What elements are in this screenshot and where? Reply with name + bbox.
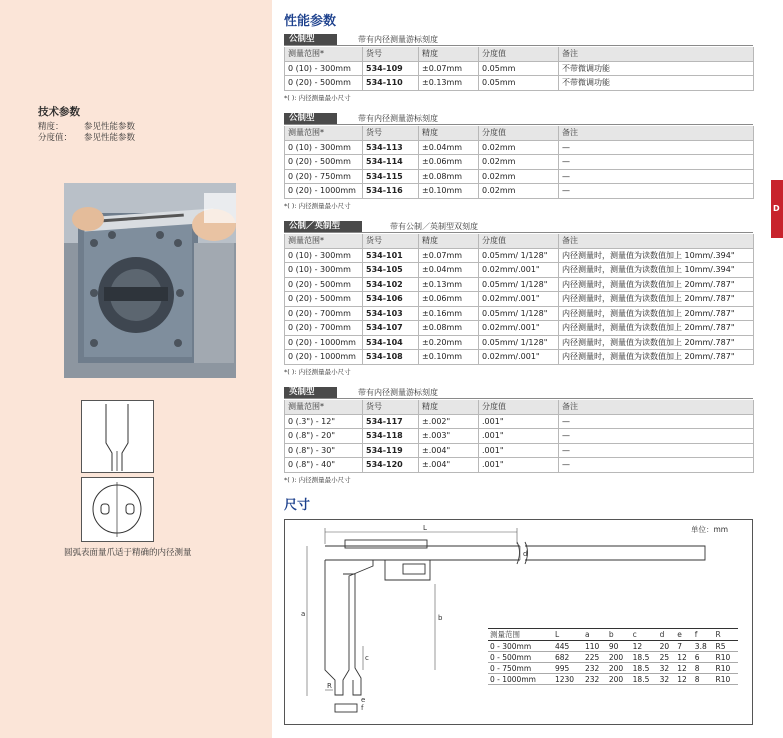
table-cell: ±0.13mm [419,76,479,91]
dim-cell: 18.5 [631,652,658,663]
dimension-drawing [284,519,753,725]
dim-cell: 20 [658,641,676,652]
column-header: 备注 [559,126,754,140]
dim-row [488,674,738,685]
dim-cell: R10 [714,663,738,674]
dim-row [488,663,738,674]
table-cell: 0.02mm/.001" [479,321,559,336]
section-tab-d[interactable]: D [771,180,783,238]
table-cell: — [559,140,754,155]
dim-cell: 200 [607,663,631,674]
table-header-row [285,400,754,414]
dim-cell: 445 [553,641,583,652]
section-label: 公制型 [284,34,337,44]
spec-value: 参见性能参数 [84,133,136,143]
table-row [285,292,754,307]
table-cell: 0 (.8") - 20" [285,429,363,444]
table-cell: 534-104 [363,335,419,350]
column-header: 备注 [559,47,754,61]
table-cell: .001" [479,443,559,458]
dim-label-d: d [523,550,528,558]
section-subtitle: 带有公制／英制型双刻度 [390,222,478,231]
table-cell: 534-107 [363,321,419,336]
table-cell: 0.05mm/ 1/128" [479,335,559,350]
table-cell: 内径测量时，测量值为读数值加上 10mm/.394" [559,263,754,278]
table-cell: — [559,184,754,199]
unit-label: 单位：mm [691,525,729,534]
dim-column-header: b [607,629,631,641]
dim-cell: 12 [675,663,693,674]
table-cell: ±.002" [419,414,479,429]
table-row [285,335,754,350]
column-header: 备注 [559,234,754,248]
section-subtitle: 带有内径测量游标刻度 [358,35,438,44]
dim-cell: 8 [693,663,714,674]
table-cell: ±0.04mm [419,263,479,278]
dim-label-f: f [361,704,364,712]
dim-column-header: a [583,629,607,641]
table-cell: .001" [479,458,559,473]
table-header-row [285,234,754,248]
dim-cell: 0 - 750mm [488,663,553,674]
spec-table [284,400,754,473]
table-cell: 0.02mm [479,155,559,170]
table-row [285,443,754,458]
section-label: 公制／英制型 [284,221,362,231]
table-cell: — [559,169,754,184]
table-cell: 534-110 [363,76,419,91]
table-cell: 534-114 [363,155,419,170]
section-metric-inch [284,221,753,376]
table-note: *( ): 内径测量最小尺寸 [284,367,351,376]
spec-title: 技术参数 [38,106,80,118]
table-cell: — [559,458,754,473]
table-cell: 0 (20) - 500mm [285,277,363,292]
table-cell: 0.02mm/.001" [479,263,559,278]
column-header: 测量范围* [285,234,363,248]
table-cell: 内径测量时，测量值为读数值加上 10mm/.394" [559,248,754,263]
column-header: 测量范围* [285,47,363,61]
table-cell: 0.05mm [479,76,559,91]
section-subtitle: 带有内径测量游标刻度 [358,114,438,123]
caliper-photo-illustration [64,183,236,378]
table-cell: 0 (20) - 500mm [285,292,363,307]
table-cell: 0.02mm [479,169,559,184]
table-cell: — [559,155,754,170]
dim-cell: 32 [658,674,676,685]
spec-key: 精度： [38,122,64,132]
table-cell: 内径测量时，测量值为读数值加上 20mm/.787" [559,335,754,350]
dimension-table [488,628,738,685]
dimensions-title: 尺寸 [284,498,311,513]
table-cell: 不带微调功能 [559,76,754,91]
column-header: 精度 [419,234,479,248]
column-header: 备注 [559,400,754,414]
table-cell: 0 (20) - 500mm [285,76,363,91]
table-cell: ±.004" [419,458,479,473]
table-cell: 0.02mm/.001" [479,292,559,307]
section-rule [284,398,753,399]
table-cell: 534-103 [363,306,419,321]
table-row [285,350,754,365]
table-cell: — [559,443,754,458]
table-note: *( ): 内径测量最小尺寸 [284,201,351,210]
dim-column-header: f [693,629,714,641]
table-cell: 534-118 [363,429,419,444]
table-cell: 534-117 [363,414,419,429]
table-cell: 0.02mm [479,184,559,199]
table-cell: 0 (.8") - 30" [285,443,363,458]
table-note: *( ): 内径测量最小尺寸 [284,475,351,484]
column-header: 货号 [363,234,419,248]
table-cell: ±0.08mm [419,169,479,184]
spec-row-resolution [38,131,135,143]
dim-column-header: R [714,629,738,641]
column-header: 分度值 [479,126,559,140]
table-cell: 0 (.8") - 40" [285,458,363,473]
table-cell: 0 (20) - 1000mm [285,350,363,365]
table-cell: 534-109 [363,61,419,76]
dim-row [488,641,738,652]
table-cell: 0 (20) - 1000mm [285,184,363,199]
section-rule [284,232,753,233]
table-cell: 内径测量时，测量值为读数值加上 20mm/.787" [559,277,754,292]
table-cell: ±0.04mm [419,140,479,155]
dim-cell: R10 [714,652,738,663]
product-photo [64,183,236,378]
table-cell: 534-115 [363,169,419,184]
section-header [284,387,753,400]
table-cell: 内径测量时，测量值为读数值加上 20mm/.787" [559,292,754,307]
jaw-diagram-section [81,477,154,542]
section-header [284,221,753,234]
table-cell: — [559,414,754,429]
table-cell: 0 (10) - 300mm [285,61,363,76]
dim-cell: 0 - 500mm [488,652,553,663]
dim-cell: 225 [583,652,607,663]
table-cell: 534-116 [363,184,419,199]
table-cell: 0 (10) - 300mm [285,248,363,263]
table-cell: ±.004" [419,443,479,458]
table-cell: 534-119 [363,443,419,458]
table-cell: 534-105 [363,263,419,278]
table-row [285,277,754,292]
table-header-row [285,126,754,140]
dim-column-header: 测量范围 [488,629,553,641]
column-header: 精度 [419,126,479,140]
dim-cell: 12 [631,641,658,652]
dim-cell: 6 [693,652,714,663]
table-cell: 0.05mm [479,61,559,76]
spec-table [284,234,754,365]
section-rule [284,45,753,46]
dim-label-c: c [365,654,369,662]
dim-label-b: b [438,614,443,622]
spec-table [284,126,754,199]
table-cell: 0 (20) - 500mm [285,155,363,170]
table-cell: .001" [479,414,559,429]
table-cell: 0 (20) - 700mm [285,321,363,336]
table-cell: ±0.10mm [419,350,479,365]
dim-cell: R10 [714,674,738,685]
dim-cell: 682 [553,652,583,663]
table-cell: 0 (20) - 750mm [285,169,363,184]
table-cell: 内径测量时，测量值为读数值加上 20mm/.787" [559,350,754,365]
column-header: 货号 [363,47,419,61]
dim-label-L: L [423,524,427,532]
table-row [285,61,754,76]
column-header: 精度 [419,400,479,414]
dim-cell: 32 [658,663,676,674]
dim-cell: 200 [607,674,631,685]
section-metric-2 [284,113,753,210]
dim-cell: 25 [658,652,676,663]
table-cell: ±0.07mm [419,61,479,76]
spec-value: 参见性能参数 [84,122,136,132]
table-cell: 534-113 [363,140,419,155]
performance-title: 性能参数 [284,14,337,29]
section-metric-1 [284,34,753,102]
table-cell: 0.02mm/.001" [479,350,559,365]
table-cell: 0 (20) - 1000mm [285,335,363,350]
table-cell: .001" [479,429,559,444]
dim-label-a: a [301,610,306,618]
table-row [285,169,754,184]
dim-cell: 18.5 [631,674,658,685]
dim-cell: 110 [583,641,607,652]
table-cell: 534-120 [363,458,419,473]
dim-cell: 3.8 [693,641,714,652]
table-cell: 0.05mm/ 1/128" [479,306,559,321]
table-cell: 0 (.3") - 12" [285,414,363,429]
dim-cell: 232 [583,663,607,674]
table-cell: ±0.16mm [419,306,479,321]
table-cell: 内径测量时，测量值为读数值加上 20mm/.787" [559,321,754,336]
dim-label-e: e [361,696,366,704]
table-row [285,155,754,170]
table-row [285,140,754,155]
table-cell: 534-101 [363,248,419,263]
table-cell: 不带微调功能 [559,61,754,76]
dim-cell: 0 - 1000mm [488,674,553,685]
section-label: 英制型 [284,387,337,397]
column-header: 测量范围* [285,126,363,140]
spec-key: 分度值： [38,133,73,143]
table-cell: 0 (10) - 300mm [285,263,363,278]
dim-cell: 995 [553,663,583,674]
table-header-row [285,47,754,61]
dim-cell: 18.5 [631,663,658,674]
dim-column-header: d [658,629,676,641]
table-cell: 534-102 [363,277,419,292]
table-cell: ±0.07mm [419,248,479,263]
column-header: 测量范围* [285,400,363,414]
table-cell: 0 (20) - 700mm [285,306,363,321]
dim-column-header: L [553,629,583,641]
dim-cell: 12 [675,674,693,685]
diagram-caption: 圆弧表面量爪适于精确的内径测量 [64,548,192,558]
column-header: 精度 [419,47,479,61]
column-header: 分度值 [479,47,559,61]
dim-label-R: R [327,682,332,690]
dim-cell: 200 [607,652,631,663]
dim-header-row [488,629,738,641]
dim-column-header: c [631,629,658,641]
table-cell: ±0.13mm [419,277,479,292]
spec-table [284,47,754,91]
table-note: *( ): 内径测量最小尺寸 [284,93,351,102]
column-header: 分度值 [479,234,559,248]
table-row [285,458,754,473]
column-header: 分度值 [479,400,559,414]
column-header: 货号 [363,126,419,140]
dim-column-header: e [675,629,693,641]
dim-cell: 12 [675,652,693,663]
table-cell: 534-108 [363,350,419,365]
table-cell: — [559,429,754,444]
section-header [284,34,753,47]
table-cell: ±.003" [419,429,479,444]
dim-row [488,652,738,663]
dim-cell: 1230 [553,674,583,685]
dim-cell: 0 - 300mm [488,641,553,652]
table-row [285,321,754,336]
table-row [285,263,754,278]
table-cell: ±0.20mm [419,335,479,350]
left-panel [0,0,272,738]
table-row [285,414,754,429]
table-cell: 534-106 [363,292,419,307]
dim-cell: 90 [607,641,631,652]
section-rule [284,124,753,125]
dim-cell: 8 [693,674,714,685]
table-row [285,184,754,199]
table-cell: 0.05mm/ 1/128" [479,248,559,263]
table-cell: ±0.08mm [419,321,479,336]
table-cell: ±0.10mm [419,184,479,199]
table-cell: 0.05mm/ 1/128" [479,277,559,292]
section-label: 公制型 [284,113,337,123]
table-cell: 内径测量时，测量值为读数值加上 20mm/.787" [559,306,754,321]
table-cell: 0.02mm [479,140,559,155]
table-row [285,76,754,91]
table-cell: 0 (10) - 300mm [285,140,363,155]
table-row [285,248,754,263]
dim-cell: 7 [675,641,693,652]
column-header: 货号 [363,400,419,414]
section-subtitle: 带有内径测量游标刻度 [358,388,438,397]
table-row [285,306,754,321]
dim-cell: 232 [583,674,607,685]
caliper-outline [285,520,752,724]
section-header [284,113,753,126]
section-inch [284,387,753,484]
dim-cell: R5 [714,641,738,652]
table-cell: ±0.06mm [419,292,479,307]
jaw-diagram-top [81,400,154,473]
table-row [285,429,754,444]
table-cell: ±0.06mm [419,155,479,170]
